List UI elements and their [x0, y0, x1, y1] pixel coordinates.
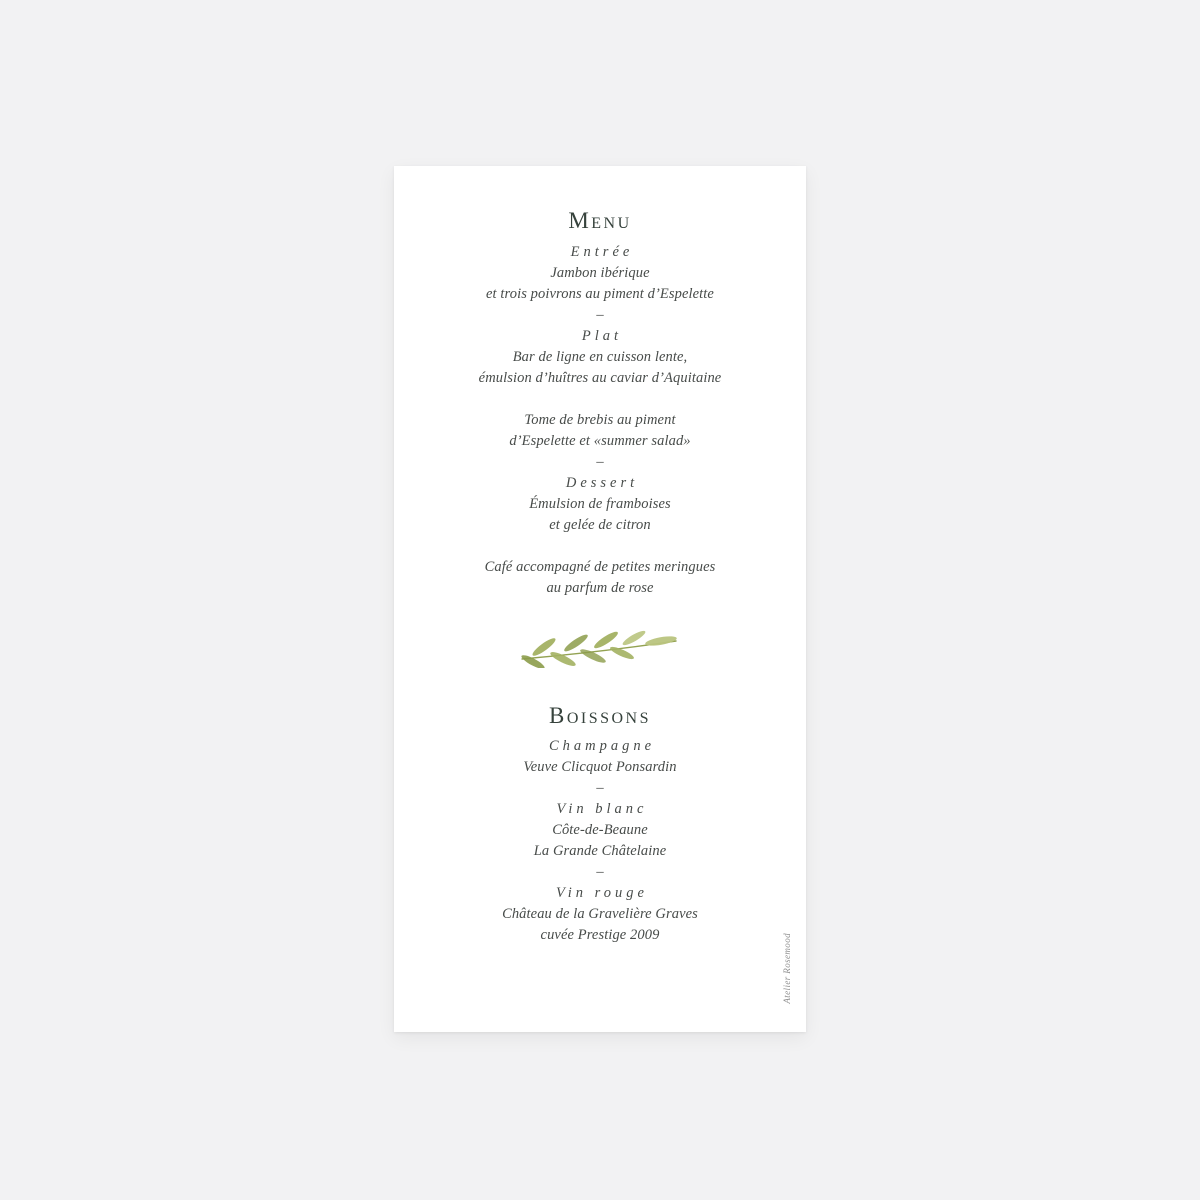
red-wine-line: cuvée Prestige 2009: [540, 927, 660, 943]
entree-dish-line: et trois poivrons au piment d’Espelette: [486, 286, 714, 302]
plat-dish-line: émulsion d’huîtres au caviar d’Aquitaine: [478, 370, 722, 386]
coffee-dish-line: au parfum de rose: [546, 580, 654, 596]
course-divider-dash: –: [596, 780, 604, 796]
blank-line-spacer: [394, 389, 806, 410]
dessert-dish-line: Émulsion de framboises: [529, 496, 671, 512]
cheese-dish-line: d’Espelette et «summer salad»: [509, 433, 691, 449]
dessert-course-label: Dessert: [565, 475, 639, 491]
blank-line-spacer: [394, 536, 806, 557]
white-wine-line: Côte-de-Beaune: [552, 822, 648, 838]
red-wine-line: Château de la Gravelière Graves: [502, 906, 698, 922]
red-wine-course-label: Vin rouge: [556, 885, 648, 901]
champagne-line: Veuve Clicquot Ponsardin: [523, 759, 677, 775]
menu-card: [394, 166, 806, 1032]
brand-credit-vertical: Atelier Rosemood: [782, 933, 792, 1004]
course-divider-dash: –: [596, 864, 604, 880]
leaf-branch-illustration: [394, 630, 806, 670]
plat-course-label: Plat: [581, 328, 623, 344]
menu-card-content: [394, 166, 806, 1032]
white-wine-course-label: Vin blanc: [556, 801, 648, 817]
dessert-dish-line: et gelée de citron: [549, 517, 651, 533]
course-divider-dash: –: [596, 307, 604, 323]
course-divider-dash: –: [596, 454, 604, 470]
olive-branch-icon: [520, 628, 680, 673]
food-section-title: Menu: [568, 208, 632, 233]
drinks-section-title: Boissons: [548, 703, 652, 728]
entree-course-label: Entrée: [570, 244, 634, 260]
champagne-course-label: Champagne: [548, 738, 656, 754]
white-wine-line: La Grande Châtelaine: [533, 843, 667, 859]
cheese-dish-line: Tome de brebis au piment: [524, 412, 676, 428]
plat-dish-line: Bar de ligne en cuisson lente,: [512, 349, 688, 365]
coffee-dish-line: Café accompagné de petites meringues: [484, 559, 716, 575]
entree-dish-line: Jambon ibérique: [550, 265, 650, 281]
